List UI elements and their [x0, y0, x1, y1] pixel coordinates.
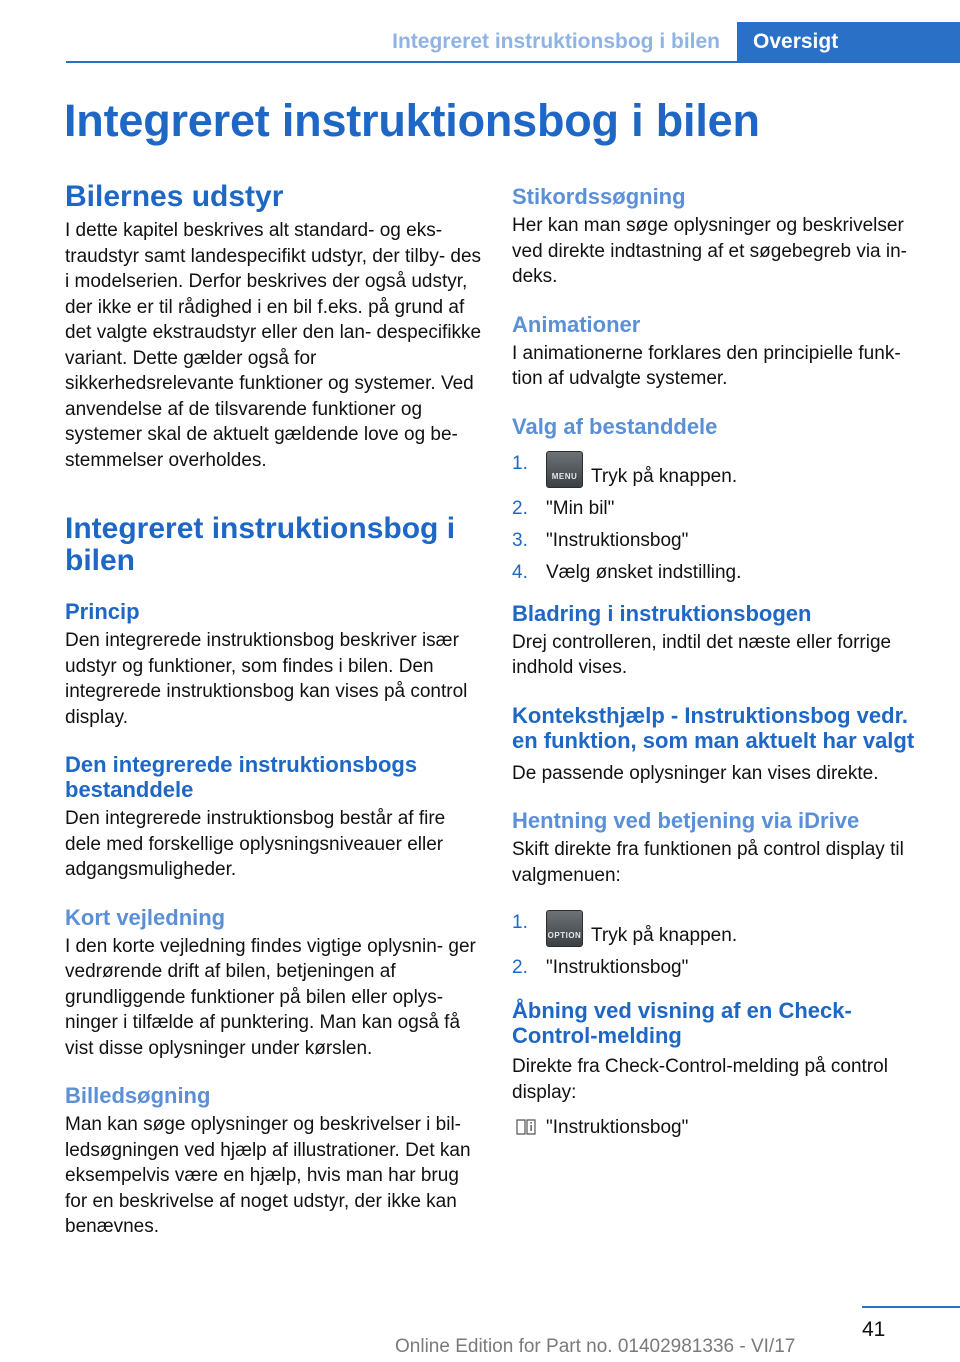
paragraph-kort-vejledning: I den korte vejledning findes vigtige oplysnin- ger vedrørende drift af bilen, betjeningen af grundliggende funktioner på bilen eller oplys- ninger i tilfælde af punktering. Man kan også få vist disse oplysninger under kørslen.: [65, 935, 476, 1059]
paragraph-billedsogning: Man kan søge oplysninger og beskrivelser i bil- ledsøgningen ved hjælp af illustrationer. Det kan eksempelvis være en hjælp, hvis man har brug for en beskrivelse af noget udstyr, der ikke kan benævnes.: [65, 1114, 471, 1237]
paragraph-konteksthjaelp: De passende oplysninger kan vises direkte.: [512, 762, 879, 784]
subheading-hentning-idrive: Hentning ved betjening via iDrive: [512, 808, 860, 833]
subheading-bladring: Bladring i instruktionsbogen: [512, 600, 812, 626]
paragraph-animationer: I animationerne forklares den principielle funk- tion af udvalgte systemer.: [512, 342, 901, 389]
page-header: [0, 0, 960, 62]
step-number: 2.: [512, 497, 528, 519]
subheading-bestanddele: Den integrerede instruktionsbogs bestanddele: [65, 752, 418, 802]
option-button-icon: [546, 910, 583, 947]
subheading-animationer: Animationer: [512, 311, 641, 337]
footer-rule: [862, 1306, 960, 1308]
step-number: 1.: [512, 912, 528, 933]
step-number: 1.: [512, 452, 528, 474]
step-number: 2.: [512, 957, 528, 978]
footer-edition: Online Edition for Part no. 01402981336 - VI/17: [395, 1336, 796, 1357]
step-item: [512, 528, 932, 553]
header-rule: [66, 61, 960, 63]
subheading-aabning-check-control: Åbning ved visning af en Check- Control-melding: [512, 998, 852, 1048]
step-text: Vælg ønsket indstilling.: [546, 561, 742, 583]
manual-entry-text: "Instruktionsbog": [546, 1117, 689, 1138]
manual-entry-row: [512, 1115, 932, 1140]
page-number: 41: [862, 1318, 886, 1341]
header-section-tab: Oversigt: [737, 22, 960, 62]
step-number: 4.: [512, 561, 528, 583]
step-text: "Min bil": [546, 497, 615, 519]
option-button-label: OPTION: [547, 931, 582, 940]
open-book-icon: [516, 1118, 536, 1136]
paragraph-princip: Den integrerede instruktionsbog beskriver især udstyr og funktioner, som findes i bilen. Den integrerede instruktionsbog kan vises på control display.: [65, 630, 468, 728]
subheading-princip: Princip: [65, 599, 140, 624]
paragraph-hentning-idrive: Skift direkte fra funktionen på control display til valgmenuen:: [512, 839, 904, 886]
menu-button-icon: [546, 451, 583, 488]
paragraph-bestanddele: Den integrerede instruktionsbog består af fire dele med forskellige oplysningsniveauer eller adgangsmuligheder.: [65, 808, 446, 880]
header-chapter-title: Integreret instruktionsbog i bilen: [392, 30, 720, 53]
subheading-stikordssogning: Stikordssøgning: [512, 184, 686, 209]
steps-valg-bestanddele: [512, 451, 932, 585]
step-number: 3.: [512, 529, 528, 551]
subheading-valg-bestanddele: Valg af bestanddele: [512, 413, 718, 439]
step-item: [512, 560, 932, 585]
step-item: [512, 910, 932, 948]
right-column: [512, 184, 932, 1140]
left-column: [65, 180, 483, 1240]
subheading-billedsogning: Billedsøgning: [65, 1083, 211, 1108]
menu-button-label: MENU: [551, 471, 578, 481]
paragraph-stikordssogning: Her kan man søge oplysninger og beskrivelser ved direkte indtastning af et søgebegreb via in- deks.: [512, 215, 908, 287]
paragraph-bladring: Drej controlleren, indtil det næste eller forrige indhold vises.: [512, 631, 892, 678]
steps-hentning-idrive: [512, 910, 932, 980]
subheading-kort-vejledning: Kort vejledning: [65, 904, 226, 930]
step-item: [512, 496, 932, 521]
step-item: [512, 955, 932, 980]
paragraph-udstyr: I dette kapitel beskrives alt standard- og eks- traudstyr samt landespecifikt udstyr, der tilby- des i modelserien. Derfor beskrives der også udstyr, der ikke er til rådighed i en bil f.eks. på grund af det valgte ekstraudstyr eller den lan- despecifikke variant. Dette gælder også for sikkerhedsrelevante funktioner og systemer. Ved anvendelse af de tilsvarende funktioner og systemer skal de aktuelt gældende love og be- stemmelser overholdes.: [65, 220, 482, 471]
subheading-konteksthjaelp: Konteksthjælp - Instruktionsbog vedr. en funktion, som man aktuelt har valgt: [512, 702, 915, 753]
step-text: Tryk på knappen.: [591, 925, 738, 946]
paragraph-aabning-check-control: Direkte fra Check-Control-melding på control display:: [512, 1056, 888, 1103]
section-heading-instruktionsbog: Integreret instruktionsbog i bilen: [65, 512, 456, 577]
step-text: Tryk på knappen.: [591, 465, 738, 487]
section-heading-udstyr: Bilernes udstyr: [65, 180, 284, 213]
step-text: "Instruktionsbog": [546, 957, 689, 978]
step-item: [512, 451, 932, 489]
step-text: "Instruktionsbog": [546, 529, 689, 551]
page-title: Integreret instruktionsbog i bilen: [64, 95, 760, 146]
